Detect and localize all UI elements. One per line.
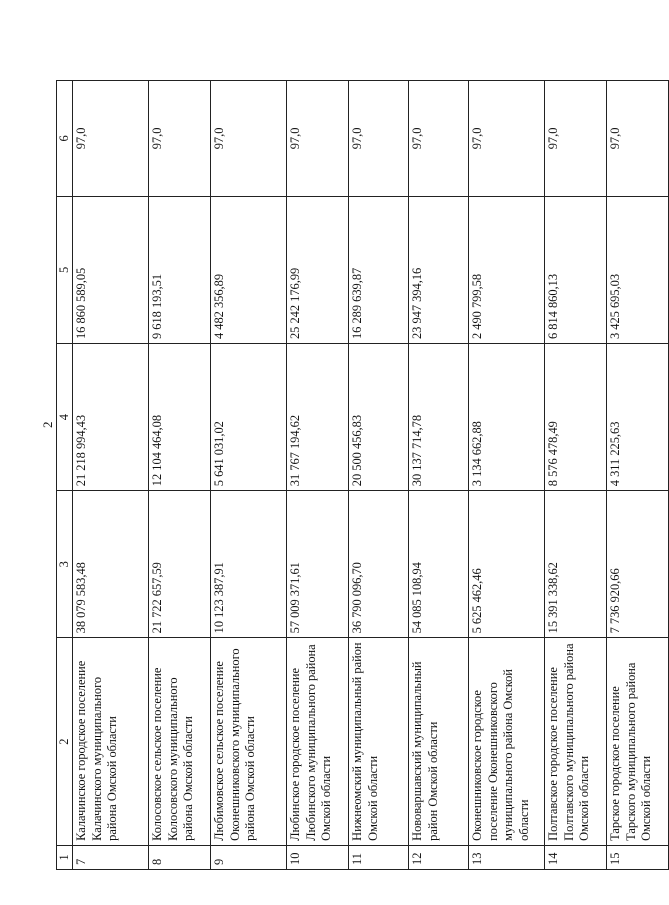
table-row [73, 81, 149, 870]
cell-col5: 16 860 589,05 [73, 196, 149, 343]
header-row [57, 81, 73, 870]
cell-col4: 12 104 464,08 [149, 344, 211, 491]
cell-col5: 2 490 799,58 [469, 196, 545, 343]
table-row [287, 81, 349, 870]
cell-col3: 21 722 657,59 [149, 491, 211, 638]
column-header: 2 [57, 638, 73, 846]
cell-col5: 6 814 860,13 [545, 196, 607, 343]
column-header: 5 [57, 196, 73, 343]
row-number: 7 [73, 845, 149, 869]
column-header: 6 [57, 81, 73, 197]
column-header: 3 [57, 491, 73, 638]
municipality-name: Оконешниковское городское поселение Оконешниковского муниципального района Омской области [469, 638, 545, 846]
table-row [409, 81, 469, 870]
municipality-name: Нововаршавский муниципальный район Омской области [409, 638, 469, 846]
cell-col6: 97,0 [607, 81, 669, 197]
cell-col3: 54 085 108,94 [409, 491, 469, 638]
cell-col3: 15 391 338,62 [545, 491, 607, 638]
table-row [349, 81, 409, 870]
row-number: 10 [287, 845, 349, 869]
cell-col5: 9 618 193,51 [149, 196, 211, 343]
table-row [469, 81, 545, 870]
cell-col5: 4 482 356,89 [211, 196, 287, 343]
cell-col5: 3 425 695,03 [607, 196, 669, 343]
cell-col4: 20 500 456,83 [349, 344, 409, 491]
subsidy-table [56, 80, 669, 870]
table-row [545, 81, 607, 870]
municipality-name: Полтавское городское поселение Полтавского муниципального района Омской области [545, 638, 607, 846]
cell-col6: 97,0 [211, 81, 287, 197]
table-row [211, 81, 287, 870]
municipality-name: Тарское городское поселение Тарского муниципального района Омской области [607, 638, 669, 846]
cell-col5: 16 289 639,87 [349, 196, 409, 343]
column-header: 1 [57, 845, 73, 869]
cell-col6: 97,0 [73, 81, 149, 197]
cell-col4: 31 767 194,62 [287, 344, 349, 491]
cell-col6: 97,0 [149, 81, 211, 197]
cell-col6: 97,0 [469, 81, 545, 197]
row-number: 9 [211, 845, 287, 869]
cell-col4: 8 576 478,49 [545, 344, 607, 491]
page-number: 2 [40, 421, 55, 428]
municipality-name: Калачинское городское поселение Калачинского муниципального района Омской области [73, 638, 149, 846]
cell-col6: 97,0 [409, 81, 469, 197]
row-number: 8 [149, 845, 211, 869]
cell-col4: 21 218 994,43 [73, 344, 149, 491]
row-number: 12 [409, 845, 469, 869]
row-number: 13 [469, 845, 545, 869]
cell-col6: 97,0 [349, 81, 409, 197]
municipality-name: Любимовское сельское поселение Оконешниковского муниципального района Омской области [211, 638, 287, 846]
cell-col3: 5 625 462,46 [469, 491, 545, 638]
cell-col5: 25 242 176,99 [287, 196, 349, 343]
row-number: 11 [349, 845, 409, 869]
cell-col3: 57 009 371,61 [287, 491, 349, 638]
cell-col3: 36 790 096,70 [349, 491, 409, 638]
row-number: 14 [545, 845, 607, 869]
cell-col3: 38 079 583,48 [73, 491, 149, 638]
table-row [607, 81, 669, 870]
cell-col4: 30 137 714,78 [409, 344, 469, 491]
cell-col6: 97,0 [287, 81, 349, 197]
cell-col3: 7 736 920,66 [607, 491, 669, 638]
cell-col3: 10 123 387,91 [211, 491, 287, 638]
cell-col6: 97,0 [545, 81, 607, 197]
cell-col4: 4 311 225,63 [607, 344, 669, 491]
row-number: 15 [607, 845, 669, 869]
table-row [149, 81, 211, 870]
municipality-name: Колосовское сельское поселение Колосовского муниципального района Омской области [149, 638, 211, 846]
cell-col5: 23 947 394,16 [409, 196, 469, 343]
municipality-name: Любинское городское поселение Любинского муниципального района Омской области [287, 638, 349, 846]
column-header: 4 [57, 344, 73, 491]
municipality-name: Нижнеомский муниципальный район Омской области [349, 638, 409, 846]
cell-col4: 3 134 662,88 [469, 344, 545, 491]
cell-col4: 5 641 031,02 [211, 344, 287, 491]
